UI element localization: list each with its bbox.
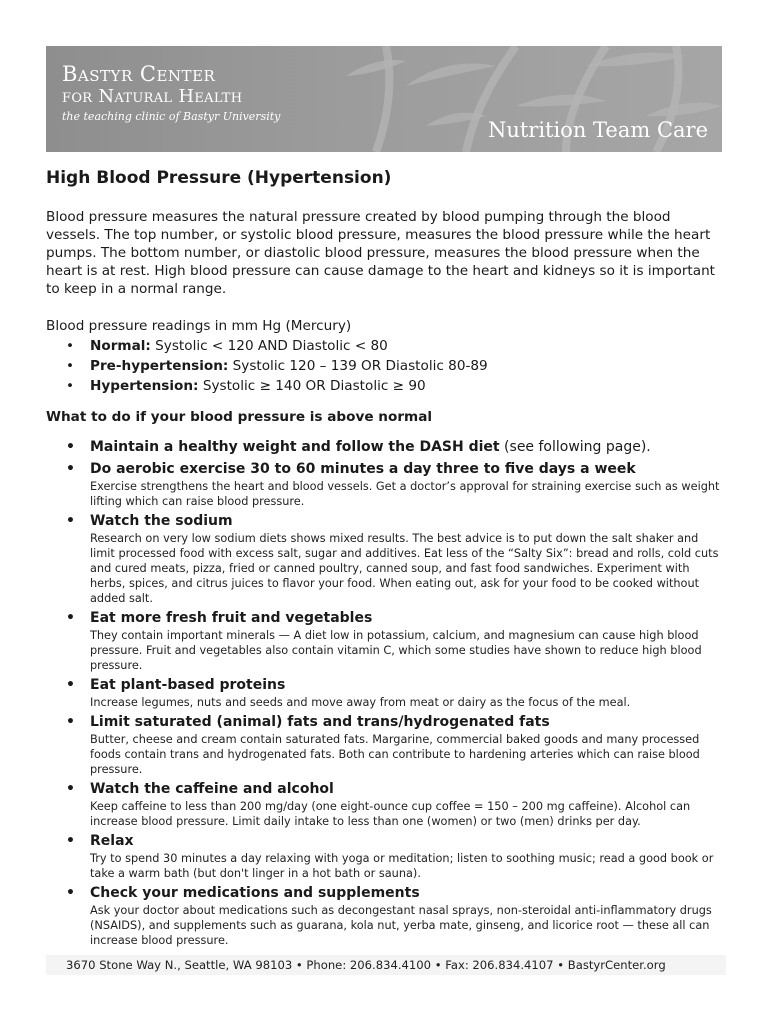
brand-line-2: for Natural Health <box>62 86 243 107</box>
bullet-icon: • <box>66 358 75 374</box>
tip-title: Maintain a healthy weight and follow the DASH diet <box>90 439 500 455</box>
bullet-icon: • <box>66 610 75 626</box>
tip-title: Eat plant-based proteins <box>90 677 286 693</box>
reading-item <box>46 336 726 356</box>
tip-description: Ask your doctor about medications such as decongestant nasal sprays, non-steroidal anti-inflammatory drugs (NSAIDS), and supplements such as guarana, kola nut, yerba mate, ginseng, and licorice root — these all can increase blood pressure. <box>90 904 712 947</box>
readings-list <box>46 336 726 396</box>
brand-logo <box>62 62 280 126</box>
tip-title: Limit saturated (animal) fats and trans/hydrogenated fats <box>90 714 550 730</box>
tip-item <box>46 438 726 457</box>
bullet-icon: • <box>66 513 75 529</box>
tip-description: Exercise strengthens the heart and blood vessels. Get a doctor’s approval for straining exercise such as weight lifting which can raise blood pressure. <box>90 480 720 508</box>
reading-text: Systolic 120 – 139 OR Diastolic 80-89 <box>228 358 488 374</box>
tip-title: Do aerobic exercise 30 to 60 minutes a day three to five days a week <box>90 461 636 477</box>
brand-line-1: Bastyr Center <box>62 62 216 86</box>
reading-label: Pre-hypertension: <box>90 358 229 374</box>
tip-description: Research on very low sodium diets shows mixed results. The best advice is to put down the salt shaker and limit processed food with excess salt, sugar and additives. Eat less of the “Salty Six”: bread and rolls, cold cuts and cured meats, pizza, fried or canned poultry, canned soup, and fast food sandwiches. Experiment with herbs, spices, and citrus juices to flavor your food. When eating out, ask for your food to be cooked without added salt. <box>90 532 719 605</box>
actions-heading: What to do if your blood pressure is above normal <box>46 409 433 425</box>
reading-label: Hypertension: <box>90 378 199 394</box>
tip-item <box>46 713 726 777</box>
bullet-icon: • <box>66 439 75 455</box>
tip-title: Eat more fresh fruit and vegetables <box>90 610 373 626</box>
bullet-icon: • <box>66 677 75 693</box>
header-banner <box>46 46 722 152</box>
tip-title: Watch the sodium <box>90 513 233 529</box>
bullet-icon: • <box>66 781 75 797</box>
tip-item <box>46 676 726 710</box>
bullet-icon: • <box>66 378 75 394</box>
reading-label: Normal: <box>90 338 151 354</box>
intro-paragraph: Blood pressure measures the natural pressure created by blood pumping through the blood vessels. The top number, or systolic blood pressure, measures the blood pressure while the heart pumps. The bottom number, or diastolic blood pressure, measures the blood pressure when the heart is at rest. High blood pressure can cause damage to the heart and kidneys so it is important to keep in a normal range. <box>46 209 716 297</box>
reading-text: Systolic ≥ 140 OR Diastolic ≥ 90 <box>198 378 426 394</box>
tip-item <box>46 780 726 829</box>
readings-section <box>46 316 726 396</box>
tip-title: Check your medications and supplements <box>90 885 420 901</box>
tips-section <box>46 438 726 951</box>
readings-heading: Blood pressure readings in mm Hg (Mercury) <box>46 318 352 334</box>
reading-item <box>46 376 726 396</box>
bullet-icon: • <box>66 461 75 477</box>
tip-item <box>46 512 726 606</box>
reading-item <box>46 356 726 376</box>
bullet-icon: • <box>66 833 75 849</box>
tip-item <box>46 609 726 673</box>
tips-list <box>46 438 726 948</box>
tip-description: They contain important minerals — A diet low in potassium, calcium, and magnesium can cause high blood pressure. Fruit and vegetables also contain vitamin C, which some studies have shown to reduce high blood pressure. <box>90 629 702 672</box>
program-name: Nutrition Team Care <box>487 118 708 142</box>
reading-text: Systolic < 120 AND Diastolic < 80 <box>150 338 388 354</box>
tip-item <box>46 460 726 509</box>
tip-description: Try to spend 30 minutes a day relaxing with yoga or meditation; listen to soothing music; read a good book or take a warm bath (but don't linger in a hot bath or sauna). <box>90 852 714 880</box>
tip-suffix: (see following page). <box>499 439 651 455</box>
tip-item <box>46 884 726 948</box>
tip-item <box>46 832 726 881</box>
footer-contact: 3670 Stone Way N., Seattle, WA 98103 • Phone: 206.834.4100 • Fax: 206.834.4107 • BastyrCenter.org <box>46 955 726 975</box>
tip-description: Keep caffeine to less than 200 mg/day (one eight-ounce cup coffee = 150 – 200 mg caffeine). Alcohol can increase blood pressure. Limit daily intake to less than one (women) or two (men) drinks per day. <box>90 800 691 828</box>
bullet-icon: • <box>66 338 75 354</box>
tip-description: Butter, cheese and cream contain saturated fats. Margarine, commercial baked goods and many processed foods contain trans and hydrogenated fats. Both can contribute to hardening arteries which can raise blood pressure. <box>90 733 700 776</box>
page-title: High Blood Pressure (Hypertension) <box>46 168 392 188</box>
bullet-icon: • <box>66 885 75 901</box>
brand-tagline: the teaching clinic of Bastyr University <box>62 110 281 123</box>
tip-description: Increase legumes, nuts and seeds and move away from meat or dairy as the focus of the meal. <box>90 696 631 709</box>
bullet-icon: • <box>66 714 75 730</box>
tip-title: Relax <box>90 833 134 849</box>
tip-title: Watch the caffeine and alcohol <box>90 781 334 797</box>
